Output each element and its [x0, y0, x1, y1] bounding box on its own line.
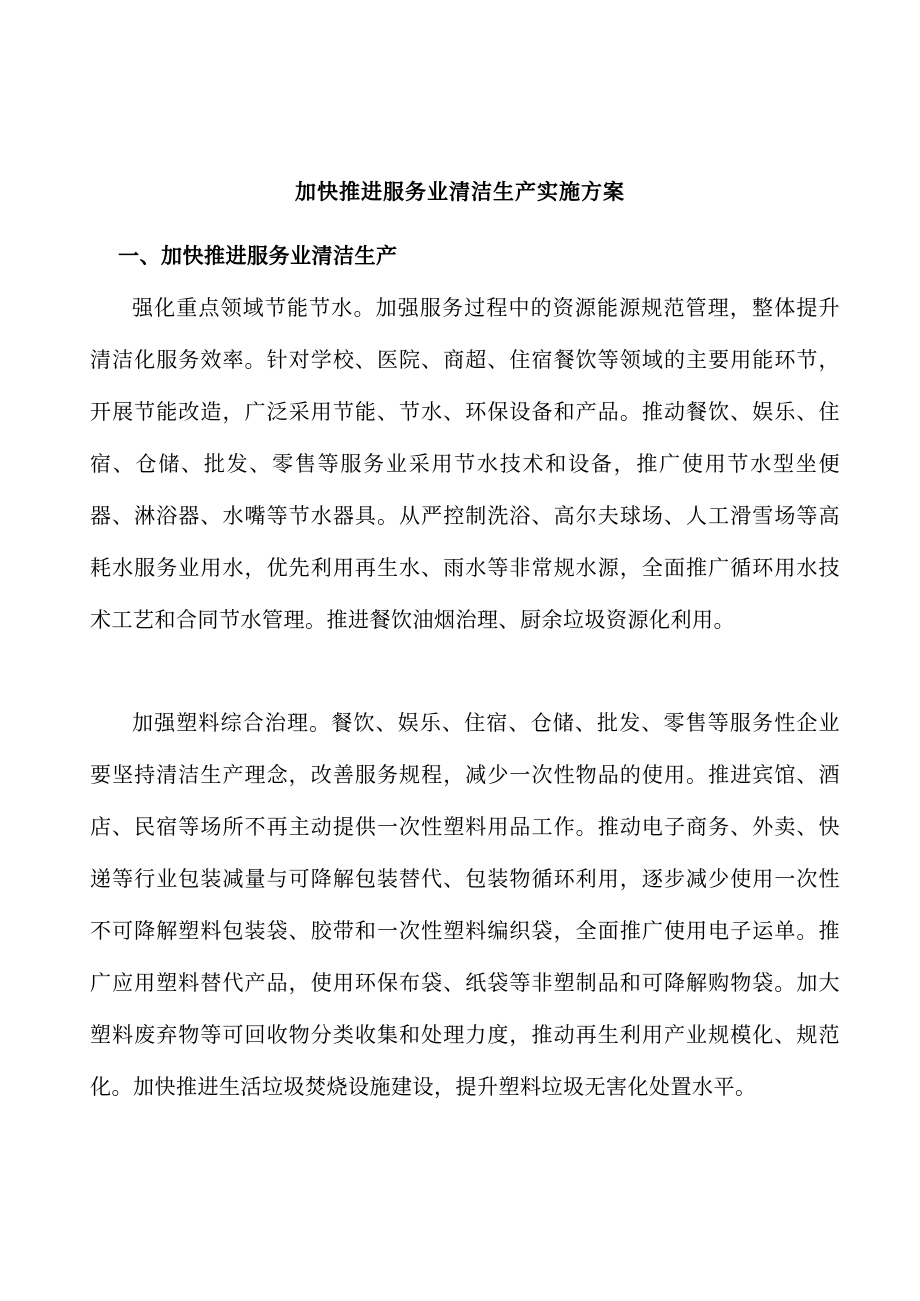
paragraph-plastic-governance: 加强塑料综合治理。餐饮、娱乐、住宿、仓储、批发、零售等服务性企业要坚持清洁生产理念，改善服务规程，减少一次性物品的使用。推进宾馆、酒店、民宿等场所不再主动提供一次性塑料用品工作。推动电子商务、外卖、快递等行业包装减量与可降解包装替代、包装物循环利用，逐步减少使用一次性不可降解塑料包装袋、胶带和一次性塑料编织袋，全面推广使用电子运单。推广应用塑料替代产品，使用环保布袋、纸袋等非塑制品和可降解购物袋。加大塑料废弃物等可回收物分类收集和处理力度，推动再生利用产业规模化、规范化。加快推进生活垃圾焚烧设施建设，提升塑料垃圾无害化处置水平。: [90, 711, 840, 1099]
paragraph-energy-water-saving: 强化重点领域节能节水。加强服务过程中的资源能源规范管理，整体提升清洁化服务效率。针对学校、医院、商超、住宿餐饮等领域的主要用能环节，开展节能改造，广泛采用节能、节水、环保设备和产品。推动餐饮、娱乐、住宿、仓储、批发、零售等服务业采用节水技术和设备，推广使用节水型坐便器、淋浴器、水嘴等节水器具。从严控制洗浴、高尔夫球场、人工滑雪场等高耗水服务业用水，优先利用再生水、雨水等非常规水源，全面推广循环用水技术工艺和合同节水管理。推进餐饮油烟治理、厨余垃圾资源化利用。: [90, 296, 840, 632]
document-title: 加快推进服务业清洁生产实施方案: [295, 179, 625, 204]
section-heading: 一、加快推进服务业清洁生产: [118, 243, 398, 268]
